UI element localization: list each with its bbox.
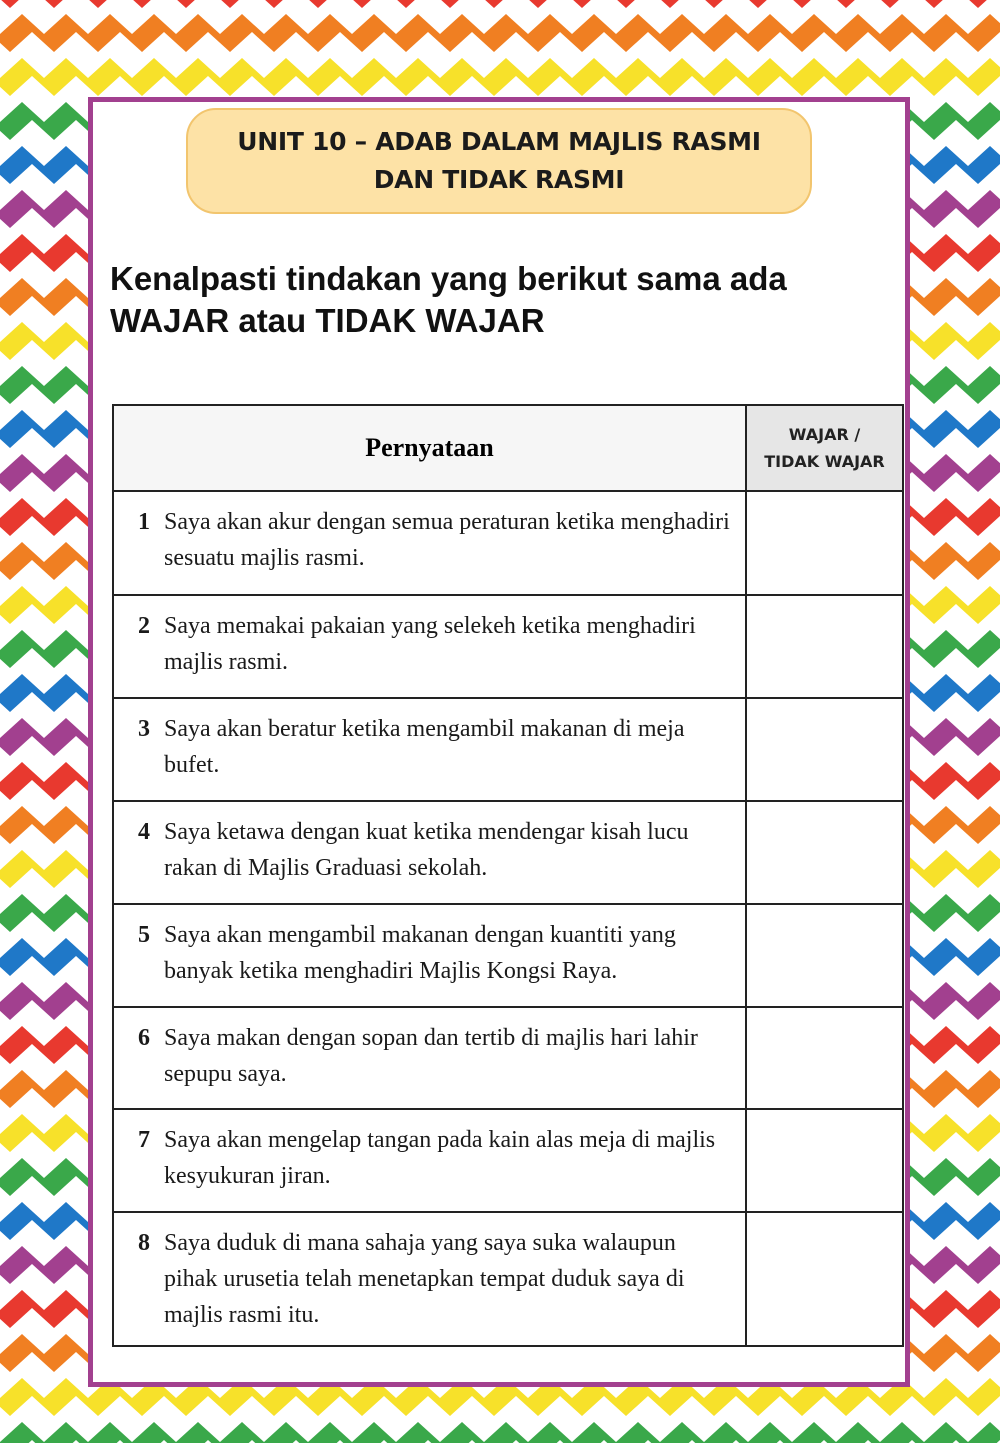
statement-number: 3 xyxy=(138,716,150,742)
header-answer xyxy=(747,406,902,490)
chevron-stripe xyxy=(0,58,1000,96)
header-answer-line2: TIDAK WAJAR xyxy=(764,452,885,471)
statement-cell xyxy=(114,596,747,697)
table-row xyxy=(114,490,902,594)
statement-cell xyxy=(114,1008,747,1108)
statement-text: Saya akan mengelap tangan pada kain alas meja di majlis kesyukuran jiran. xyxy=(164,1127,716,1189)
statement-cell xyxy=(114,802,747,903)
table-header-row xyxy=(114,406,902,490)
statement-text: Saya makan dengan sopan dan tertib di majlis hari lahir sepupu saya. xyxy=(164,1025,698,1087)
answer-cell-2[interactable] xyxy=(747,596,902,697)
answer-cell-7[interactable] xyxy=(747,1110,902,1211)
instruction-line1: Kenalpasti tindakan yang berikut sama ada xyxy=(110,260,787,297)
header-answer-line1: WAJAR / xyxy=(788,425,861,444)
statement-cell xyxy=(114,1110,747,1211)
table-row xyxy=(114,1211,902,1345)
table-row xyxy=(114,1108,902,1211)
statement-number: 6 xyxy=(138,1025,150,1051)
answer-cell-4[interactable] xyxy=(747,802,902,903)
statement-number: 5 xyxy=(138,922,150,948)
statement-number: 2 xyxy=(138,613,150,639)
table-row xyxy=(114,903,902,1006)
chevron-stripe xyxy=(0,1422,1000,1443)
answer-cell-5[interactable] xyxy=(747,905,902,1006)
table-row xyxy=(114,697,902,800)
statement-text: Saya akan beratur ketika mengambil makanan di meja bufet. xyxy=(164,716,685,778)
instruction-line2: WAJAR atau TIDAK WAJAR xyxy=(110,302,545,339)
table-row xyxy=(114,594,902,697)
chevron-stripe xyxy=(0,0,1000,8)
statement-number: 7 xyxy=(138,1127,150,1153)
statement-text: Saya akan mengambil makanan dengan kuantiti yang banyak ketika menghadiri Majlis Kongsi Raya. xyxy=(164,922,676,984)
header-statement: Pernyataan xyxy=(114,406,747,490)
statement-number: 1 xyxy=(138,509,150,535)
statement-text: Saya akan akur dengan semua peraturan ketika menghadiri sesuatu majlis rasmi. xyxy=(164,509,730,571)
statement-number: 4 xyxy=(138,819,150,845)
table-row xyxy=(114,1006,902,1108)
statement-table xyxy=(112,404,904,1347)
statement-cell xyxy=(114,905,747,1006)
answer-cell-1[interactable] xyxy=(747,492,902,594)
statement-cell xyxy=(114,1213,747,1345)
table-row xyxy=(114,800,902,903)
unit-title-line2: DAN TIDAK RASMI xyxy=(373,165,625,194)
chevron-stripe xyxy=(0,14,1000,52)
answer-cell-3[interactable] xyxy=(747,699,902,800)
statement-cell xyxy=(114,699,747,800)
unit-title-banner xyxy=(186,108,812,214)
statement-text: Saya memakai pakaian yang selekeh ketika menghadiri majlis rasmi. xyxy=(164,613,696,675)
statement-text: Saya ketawa dengan kuat ketika mendengar kisah lucu rakan di Majlis Graduasi sekolah. xyxy=(164,819,689,881)
answer-cell-6[interactable] xyxy=(747,1008,902,1108)
statement-cell xyxy=(114,492,747,594)
unit-title-line1: UNIT 10 – ADAB DALAM MAJLIS RASMI xyxy=(237,127,761,156)
instruction-text xyxy=(110,258,890,342)
statement-number: 8 xyxy=(138,1230,150,1256)
statement-text: Saya duduk di mana sahaja yang saya suka walaupun pihak urusetia telah menetapkan tempat duduk saya di majlis rasmi itu. xyxy=(164,1230,685,1328)
answer-cell-8[interactable] xyxy=(747,1213,902,1345)
